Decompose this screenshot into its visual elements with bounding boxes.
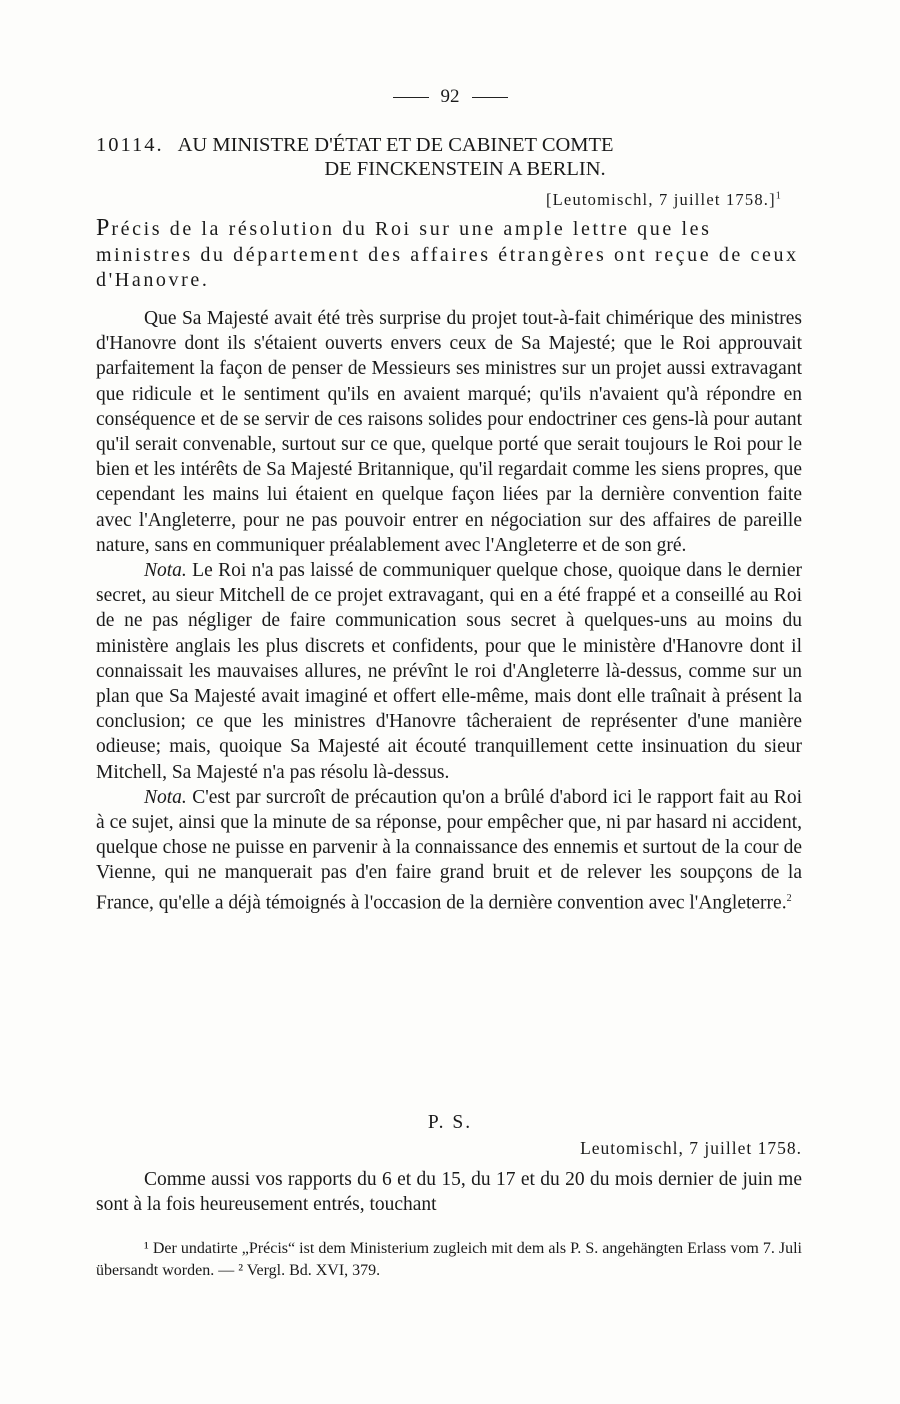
heading-line-2: DE FINCKENSTEIN A BERLIN. xyxy=(324,158,606,180)
nota-label-1: Nota. xyxy=(144,560,187,582)
nota-text-2: C'est par surcroît de précaution qu'on a brûlé d'abord ici le rapport fait au Roi à ce sujet, ainsi que la minute de sa réponse, pour empêcher que, ni par hasard ni accident, quelque chose ne puisse en parvenir à la connaissance des ennemis et surtout de la cour de Vienne, qui ne manquerait pas d'en faire grand bruit et de relever les soupçons de la France, qu'elle a déjà témoignés à l'occasion de la dernière convention avec l'Angleterre. xyxy=(96,786,802,914)
ps-title: P. S. xyxy=(427,1112,473,1133)
footnote-text: ¹ Der undatirte „Précis“ ist dem Ministerium zugleich mit dem als P. S. angehängten Erlass vom 7. Juli übersandt worden. — ² Vergl. Bd. XVI, 379. xyxy=(96,1240,802,1279)
paragraph-1: Que Sa Majesté avait été très surprise du projet tout-à-fait chimérique des ministres d'Hanovre dont ils s'étaient ouverts envers ceux de Sa Majesté; que le Roi approuvait parfaitement la façon de penser de Messieurs ses ministres sur un projet aussi extravagant que ridicule et le sentiment qu'ils en avaient marqué; qu'ils n'avaient qu'à répondre en conséquence et de se servir de ces raisons solides pour endoctriner ces gens-là pour autant qu'il serait convenable, surtout sur ce que, quelque porté que serait toujours le Roi pour le bien et les intérêts de Sa Majesté Britannique, qu'il regardait comme les siens propres, que cependant les mains lui étaient en quelque façon liées par la dernière convention faite avec l'Angleterre, pour ne pas pouvoir entrer en négociation sur des affaires de pareille nature, sans en communiquer préalablement avec l'Angleterre et de son gré. xyxy=(96,308,802,556)
nota-text-1: Le Roi n'a pas laissé de communiquer quelque chose, quoique dans le dernier secret, au sieur Mitchell de ce projet extravagant, qui en a été frappé et a conseillé au Roi de ne pas négliger de faire communication sous secret à quelques-uns au moins du ministère anglais les plus discrets et confidents, pour que le ministère d'Hanovre dont il connaissait les mauvaises allures, ne prévînt le roi d'Angleterre là-dessus, comme sur un plan que Sa Majesté avait imaginé et offert elle-même, mais dont elle traînait à présent la conclusion; ce que les ministres d'Hanovre tâcheraient de représenter d'une manière odieuse; mais, quoique Sa Majesté ait écouté tranquillement cette insinuation du sieur Mitchell, Sa Majesté n'a pas résolu là-dessus. xyxy=(96,560,802,783)
nota-paragraph-2 xyxy=(96,785,802,916)
heading-line-1-text: AU MINISTRE D'ÉTAT ET DE CABINET COMTE xyxy=(177,134,614,156)
letter-dateline xyxy=(546,190,782,210)
dash-left xyxy=(393,97,429,98)
ps-paragraph: Comme aussi vos rapports du 6 et du 15, du 17 et du 20 du mois dernier de juin me sont à la fois heureusement entrés, touchant xyxy=(96,1169,802,1216)
nota-paragraph-1 xyxy=(96,558,802,785)
nota-label-2: Nota. xyxy=(144,786,187,808)
dateline-text: [Leutomischl, 7 juillet 1758.] xyxy=(545,190,776,209)
ps-dateline: Leutomischl, 7 juillet 1758. xyxy=(580,1138,802,1158)
page-number-text: 92 xyxy=(440,86,460,107)
footnote-ref-1[interactable]: 1 xyxy=(775,190,782,202)
summary xyxy=(96,216,802,294)
dash-right xyxy=(472,97,508,98)
footnotes xyxy=(96,1238,802,1282)
footnote-ref-2[interactable]: 2 xyxy=(786,892,792,904)
page-number xyxy=(0,86,900,108)
summary-text: récis de la résolution du Roi sur une ample lettre que les ministres du département des affaires étrangères ont reçue de ceux d'Hanovre. xyxy=(96,218,799,291)
letter-body xyxy=(96,306,802,915)
heading-line-1 xyxy=(96,133,804,157)
ps-body xyxy=(96,1167,802,1217)
letter-heading xyxy=(96,133,804,181)
letter-number: 10114. xyxy=(96,134,164,156)
summary-initial: P xyxy=(96,215,112,241)
